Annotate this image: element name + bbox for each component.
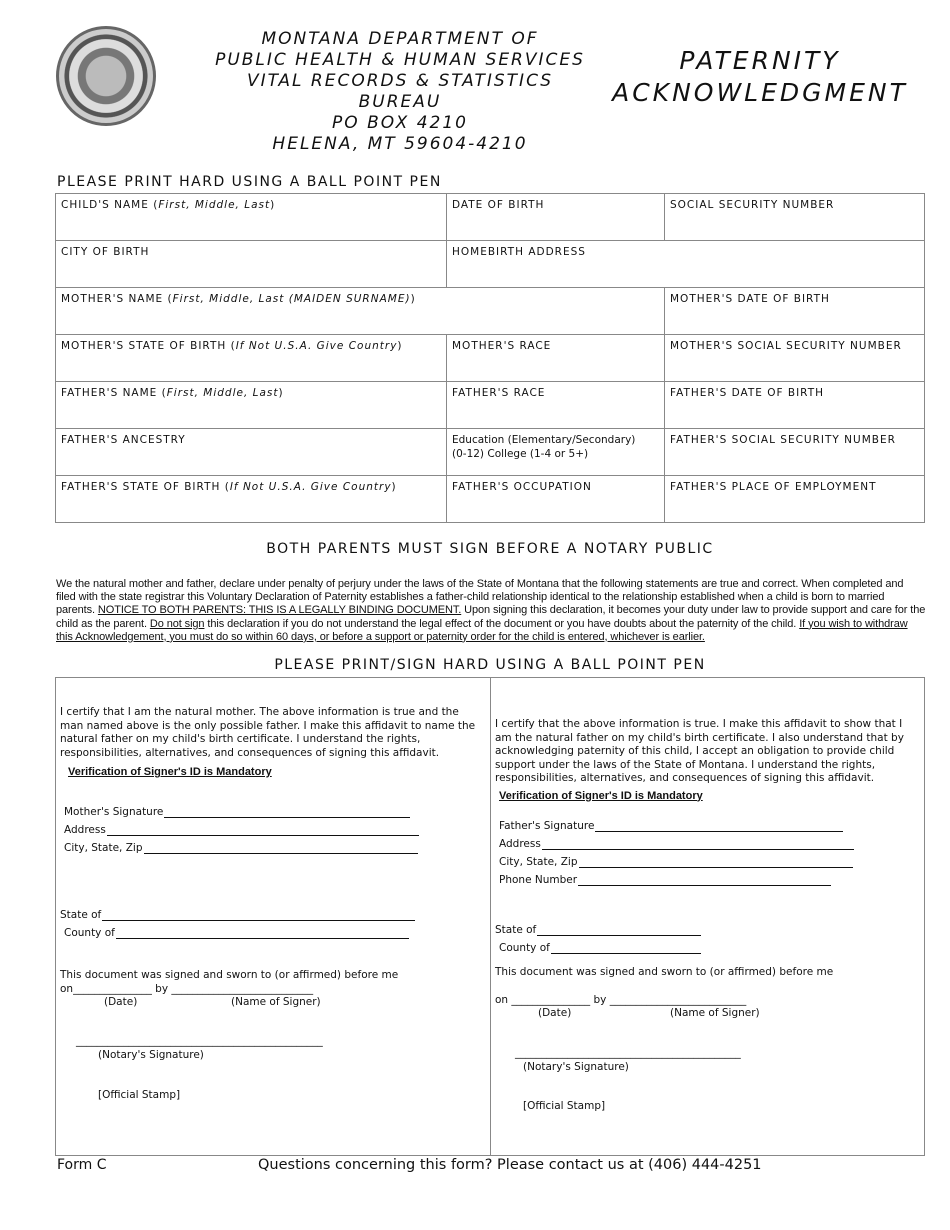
label: DATE OF BIRTH <box>452 199 545 211</box>
label: ) <box>391 481 397 493</box>
sworn-statement: This document was signed and sworn to (or affirmed) before me <box>60 969 399 981</box>
date-label: (Date) <box>538 1007 572 1019</box>
mother-certification: I certify that I am the natural mother. The above information is true and the man named above is the only possible father. I make this affidavit to name the natural father on my child's birth certificate. I understand the rights, responsibilities, alternatives, and consequences of signing this affidavit. <box>60 706 476 759</box>
notary-label: (Notary's Signature) <box>98 1048 204 1061</box>
ssn-field[interactable] <box>664 193 925 241</box>
label-hint: First, Middle, Last <box>158 199 271 211</box>
label: CITY OF BIRTH <box>61 246 150 258</box>
date-signer-line[interactable]: on _______________ by __________________________ <box>495 993 747 1006</box>
label: FATHER'S RACE <box>452 387 546 399</box>
sign-instruction: PLEASE PRINT/SIGN HARD USING A BALL POINT PEN <box>274 657 706 673</box>
label: CHILD'S NAME ( <box>61 199 159 211</box>
label: ) <box>278 387 284 399</box>
label-hint: First, Middle, Last <box>166 387 279 399</box>
father-certification: I certify that the above information is true. I make this affidavit to show that I am the natural father on my child's birth certificate. I also understand that by acknowledging paternity of this child, I accept an obligation to provide child support under the laws of the State of Montana. I understand the rights, responsibilities, alternatives, and consequences of signing this affidavit. <box>495 718 904 784</box>
city-of-birth-field[interactable] <box>55 240 447 288</box>
text: We the natural mother and father, declare under penalty of perjury under the laws of the State of Montana that the following statements are true and correct. When completed and filed with the state registrar this Voluntary Declaration of Paternity establishes a father-child relationship identical to the relationship established when a child is born to married parents. <box>56 578 904 617</box>
father-address-field[interactable] <box>499 832 854 850</box>
father-phone-field[interactable] <box>499 868 854 886</box>
label: MOTHER'S DATE OF BIRTH <box>670 293 830 305</box>
label: FATHER'S NAME ( <box>61 387 167 399</box>
label: ) <box>397 340 403 352</box>
father-section <box>495 718 920 802</box>
father-ancestry-field[interactable] <box>55 428 447 476</box>
print-instruction: PLEASE PRINT HARD USING A BALL POINT PEN <box>57 174 442 190</box>
education-field[interactable] <box>446 428 665 476</box>
label: (0-12) College (1-4 or 5+) <box>452 448 589 460</box>
title-line: ACKNOWLEDGMENT <box>612 78 908 107</box>
label: Mother's Signature <box>64 806 164 818</box>
mother-state-field[interactable] <box>55 334 447 382</box>
verification-notice: Verification of Signer's ID is Mandatory <box>499 789 703 802</box>
notary-signature-line[interactable]: _______________________________________________ <box>76 1035 323 1047</box>
label: County of <box>64 927 115 939</box>
father-fields <box>499 814 854 886</box>
label-hint: First, Middle, Last (MAIDEN SURNAME) <box>172 293 411 305</box>
label: FATHER'S ANCESTRY <box>61 434 186 446</box>
father-ssn-field[interactable] <box>664 428 925 476</box>
contact-info: Questions concerning this form? Please contact us at (406) 444-4251 <box>258 1157 762 1173</box>
label: FATHER'S SOCIAL SECURITY NUMBER <box>670 434 896 446</box>
official-stamp: [Official Stamp] <box>523 1100 606 1112</box>
notice: NOTICE TO BOTH PARENTS: THIS IS A LEGALLY BINDING DOCUMENT. <box>97 604 462 617</box>
official-stamp: [Official Stamp] <box>98 1089 181 1101</box>
father-race-field[interactable] <box>446 381 665 429</box>
label-hint: If Not U.S.A. Give Country <box>235 340 398 352</box>
text: this declaration if you do not understand the legal effect of the document or you have doubts about the paternity of the child. <box>204 617 800 630</box>
agency-line: MONTANA DEPARTMENT OF <box>261 29 539 49</box>
father-name-field[interactable] <box>55 381 447 429</box>
agency-line: PO BOX 4210 <box>332 113 468 133</box>
date-of-birth-field[interactable] <box>446 193 665 241</box>
verification-notice: Verification of Signer's ID is Mandatory <box>68 766 272 778</box>
withdraw-notice: If you wish to withdraw this Acknowledgement, you must do so within 60 days, or before a support or paternity order for the child is entered, whichever is earlier. <box>56 617 908 643</box>
mother-ssn-field[interactable] <box>664 334 925 382</box>
label: MOTHER'S SOCIAL SECURITY NUMBER <box>670 340 902 352</box>
agency-address <box>205 29 595 155</box>
form-id: Form C <box>57 1157 107 1173</box>
label: Address <box>499 838 541 850</box>
state-seal <box>56 26 156 126</box>
divider <box>490 677 491 1156</box>
label: FATHER'S PLACE OF EMPLOYMENT <box>670 481 877 493</box>
label: MOTHER'S STATE OF BIRTH ( <box>61 340 236 352</box>
sworn-statement: This document was signed and sworn to (or affirmed) before me <box>495 966 834 978</box>
father-state-field[interactable] <box>55 475 447 523</box>
notary-heading: BOTH PARENTS MUST SIGN BEFORE A NOTARY PUBLIC <box>266 541 714 557</box>
mother-signature-field[interactable] <box>64 800 419 818</box>
label: FATHER'S DATE OF BIRTH <box>670 387 825 399</box>
label: City, State, Zip <box>64 842 143 854</box>
form-title <box>610 45 910 109</box>
mother-dob-field[interactable] <box>664 287 925 335</box>
label: Father's Signature <box>499 820 595 832</box>
label: FATHER'S STATE OF BIRTH ( <box>61 481 230 493</box>
father-city-field[interactable] <box>499 850 854 868</box>
label: State of <box>495 924 537 936</box>
father-employment-field[interactable] <box>664 475 925 523</box>
signer-label: (Name of Signer) <box>231 996 321 1008</box>
label: FATHER'S OCCUPATION <box>452 481 592 493</box>
mother-race-field[interactable] <box>446 334 665 382</box>
label: SOCIAL SECURITY NUMBER <box>670 199 835 211</box>
notary-signature-line[interactable]: ___________________________________________ <box>515 1047 741 1059</box>
declaration-text <box>56 578 926 644</box>
homebirth-address-field[interactable] <box>446 240 925 288</box>
mother-notary <box>60 903 415 1103</box>
mother-state-of-field[interactable] <box>60 903 415 921</box>
signer-label: (Name of Signer) <box>670 1007 760 1019</box>
father-state-of-field[interactable] <box>495 918 833 936</box>
mother-county-field[interactable] <box>64 921 415 939</box>
father-county-field[interactable] <box>499 936 833 954</box>
label: City, State, Zip <box>499 856 578 868</box>
notary-label: (Notary's Signature) <box>523 1060 629 1073</box>
agency-line: HELENA, MT 59604-4210 <box>272 134 528 154</box>
label: HOMEBIRTH ADDRESS <box>452 246 586 258</box>
label: Education (Elementary/Secondary) <box>452 434 636 446</box>
date-label: (Date) <box>104 996 138 1008</box>
label: ) <box>270 199 276 211</box>
label: MOTHER'S NAME ( <box>61 293 173 305</box>
title-line: PATERNITY <box>679 46 841 75</box>
label: Phone Number <box>499 874 578 886</box>
father-occupation-field[interactable] <box>446 475 665 523</box>
label: ) <box>410 293 416 305</box>
label: MOTHER'S RACE <box>452 340 552 352</box>
mother-city-field[interactable] <box>64 836 419 854</box>
mother-section <box>60 706 485 778</box>
warning: Do not sign <box>149 617 205 630</box>
label-hint: If Not U.S.A. Give Country <box>229 481 392 493</box>
agency-line: VITAL RECORDS & STATISTICS BUREAU <box>246 71 554 112</box>
date-signer-line[interactable]: on_______________ by ___________________________ <box>60 982 314 995</box>
label: County of <box>499 942 550 954</box>
father-dob-field[interactable] <box>664 381 925 429</box>
child-name-field[interactable] <box>55 193 447 241</box>
agency-line: PUBLIC HEALTH & HUMAN SERVICES <box>215 50 585 70</box>
label: Address <box>64 824 106 836</box>
mother-name-field[interactable] <box>55 287 665 335</box>
father-notary <box>495 918 833 1114</box>
mother-fields <box>64 800 419 854</box>
father-signature-field[interactable] <box>499 814 854 832</box>
mother-address-field[interactable] <box>64 818 419 836</box>
label: State of <box>60 909 102 921</box>
text: Upon signing this declaration, it becomes your duty under law to provide support and care for the child as the parent. <box>56 604 926 630</box>
